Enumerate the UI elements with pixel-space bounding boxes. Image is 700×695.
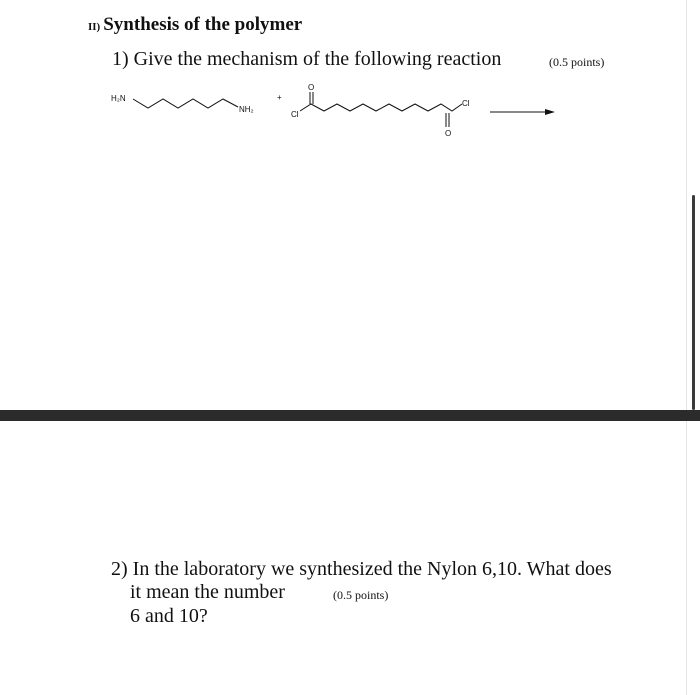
page-divider <box>0 410 700 421</box>
question-1-text: 1) Give the mechanism of the following reaction <box>112 48 502 70</box>
question-1-points: (0.5 points) <box>549 55 605 69</box>
scrollbar[interactable] <box>692 195 695 410</box>
question-2-points: (0.5 points) <box>333 588 389 602</box>
diacid-chloride-chain <box>300 104 462 111</box>
question-2-line-1: 2) In the laboratory we synthesized the Nylon 6,10. What does <box>111 558 612 580</box>
acyl-chloride-right-label: Cl <box>462 99 470 108</box>
section-heading <box>88 14 302 36</box>
page-left-margin-2 <box>0 421 15 695</box>
page-left-margin <box>0 0 15 410</box>
carbonyl-oxygen-top: O <box>308 83 315 92</box>
amine-right-label: NH₂ <box>239 105 254 114</box>
diamine-chain <box>133 99 238 108</box>
acyl-chloride-left-label: Cl <box>291 110 299 119</box>
question-2-line-2: it mean the number <box>130 581 285 603</box>
carbonyl-oxygen-bottom: O <box>445 129 452 138</box>
reaction-arrow-head <box>545 109 555 115</box>
reaction-scheme <box>100 80 570 145</box>
amine-left-label: H₂N <box>111 94 126 103</box>
plus-sign: + <box>277 93 282 102</box>
question-2-line-3: 6 and 10? <box>130 605 208 627</box>
page-right-margin-2 <box>686 421 700 695</box>
section-number: II) <box>88 21 101 33</box>
section-title-text: Synthesis of the polymer <box>103 14 303 35</box>
